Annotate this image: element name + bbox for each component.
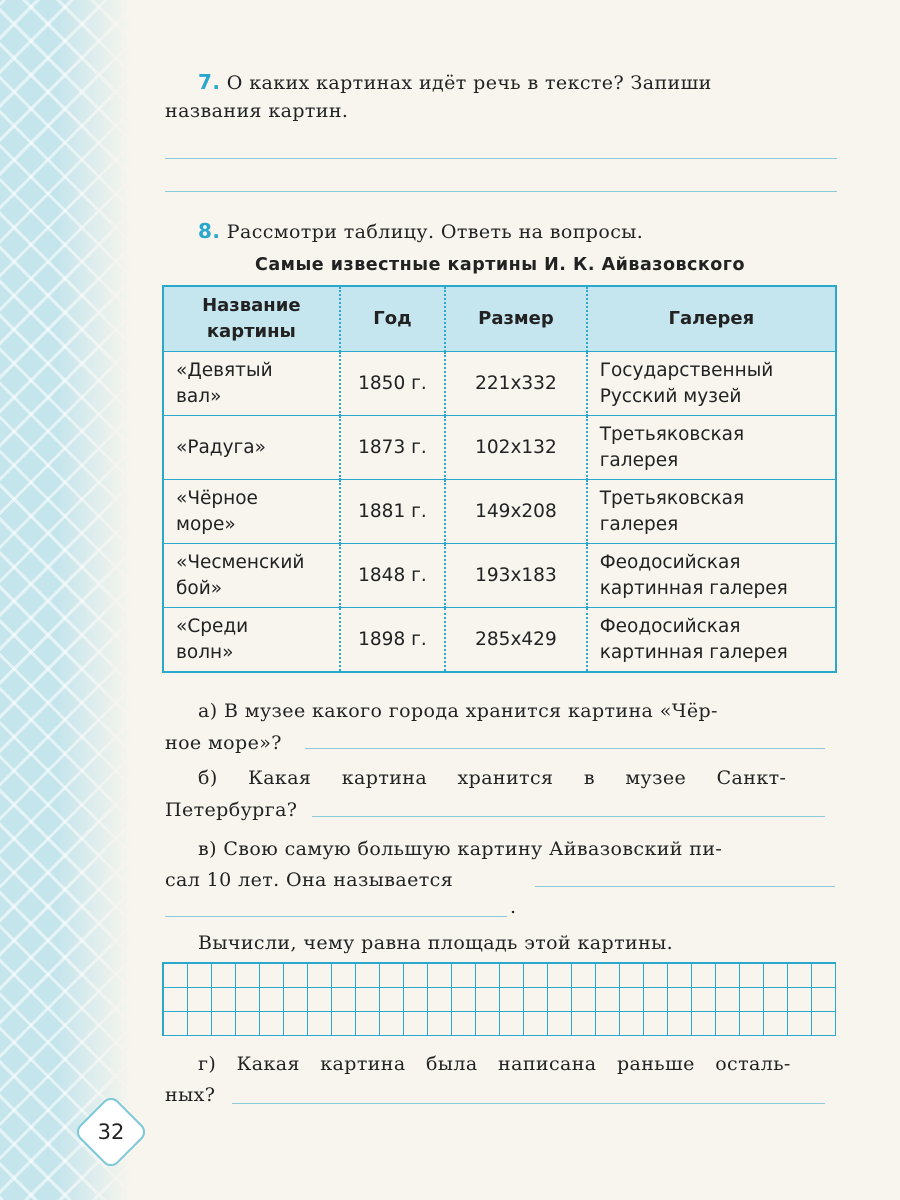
question-b-line2: Петербурга?: [165, 799, 298, 821]
cell-year: 1848 г.: [340, 544, 446, 608]
cell-name-line1: «Чесменский: [176, 551, 305, 573]
question-b-line1: б) Какая картина хранится в музее Санкт-: [198, 767, 787, 789]
task7-line2: названия картин.: [165, 100, 349, 122]
cell-size: 221x332: [445, 352, 587, 416]
cell-gallery: [587, 544, 836, 608]
question-d-line2: ных?: [165, 1084, 216, 1106]
cell-gallery-line1: Третьяковская: [599, 423, 745, 445]
cell-name-line1: «Девятый: [176, 359, 273, 381]
cell-gallery: [587, 608, 836, 673]
cell-gallery: [587, 416, 836, 480]
cell-gallery-line1: Государственный: [599, 359, 774, 381]
cell-name-line1: «Чёрное: [176, 487, 258, 509]
answer-c-line-1[interactable]: [535, 886, 835, 887]
question-c-line1: в) Свою самую большую картину Айвазовский пи-: [198, 838, 723, 860]
cell-size: 285x429: [445, 608, 587, 673]
answer-d-line[interactable]: [232, 1103, 825, 1104]
cell-gallery-line2: картинная галерея: [599, 577, 788, 599]
cell-gallery-line1: Феодосийская: [599, 551, 741, 573]
cell-name: [163, 416, 340, 480]
header-year: Год: [340, 286, 446, 352]
answer-c-period: .: [510, 896, 517, 918]
cell-name: [163, 608, 340, 673]
task7-line1: [198, 70, 712, 94]
cell-name: [163, 480, 340, 544]
cell-size: 102x132: [445, 416, 587, 480]
page-number: 32: [97, 1120, 125, 1144]
header-painting-name: [163, 286, 340, 352]
cell-gallery-line1: Феодосийская: [599, 615, 741, 637]
header-name-line1: Название: [202, 295, 301, 316]
header-name-line2: картины: [206, 321, 296, 342]
question-c-line2: сал 10 лет. Она называется: [165, 869, 454, 891]
cell-gallery-line2: картинная галерея: [599, 641, 788, 663]
table-header-row: [163, 286, 836, 352]
cell-name-line1: «Среди: [176, 615, 249, 637]
header-size: Размер: [445, 286, 587, 352]
cell-year: 1850 г.: [340, 352, 446, 416]
cell-year: 1881 г.: [340, 480, 446, 544]
compute-instruction: Вычисли, чему равна площадь этой картины.: [198, 932, 674, 954]
table-row: [163, 352, 836, 416]
cell-name-line2: море»: [176, 513, 236, 535]
question-d-line1: г) Какая картина была написана раньше осталь-: [198, 1053, 791, 1075]
header-gallery: Галерея: [587, 286, 836, 352]
cell-gallery-line1: Третьяковская: [599, 487, 745, 509]
cell-name-line2: волн»: [176, 641, 234, 663]
cell-name-line2: вал»: [176, 385, 222, 407]
table-row: [163, 480, 836, 544]
task8-instruction: Рассмотри таблицу. Ответь на вопросы.: [226, 221, 644, 243]
cell-size: 149x208: [445, 480, 587, 544]
task8-number: 8.: [198, 219, 221, 243]
question-a-line1: а) В музее какого города хранится картина «Чёр-: [198, 700, 718, 722]
answer-c-line-2[interactable]: [165, 916, 507, 917]
task7-question-text: О каких картинах идёт речь в тексте? Запиши: [226, 72, 712, 94]
paintings-table: [162, 285, 837, 673]
cell-name-line2: бой»: [176, 577, 223, 599]
cell-year: 1873 г.: [340, 416, 446, 480]
task7-number: 7.: [198, 70, 221, 94]
cell-gallery-line2: Русский музей: [599, 385, 742, 407]
cell-name-line1: «Радуга»: [176, 436, 266, 458]
table-row: [163, 608, 836, 673]
table-row: [163, 544, 836, 608]
cell-gallery: [587, 352, 836, 416]
question-a-line2: ное море»?: [165, 732, 282, 754]
cell-year: 1898 г.: [340, 608, 446, 673]
cell-name: [163, 544, 340, 608]
task8-line: [198, 219, 643, 243]
cell-name: [163, 352, 340, 416]
task7-answer-line-1[interactable]: [165, 158, 837, 159]
cell-gallery: [587, 480, 836, 544]
cell-gallery-line2: галерея: [599, 449, 679, 471]
cell-gallery-line2: галерея: [599, 513, 679, 535]
table-row: [163, 416, 836, 480]
calculation-grid[interactable]: [162, 962, 836, 1036]
answer-a-line[interactable]: [305, 748, 825, 749]
table-title: Самые известные картины И. К. Айвазовского: [255, 255, 745, 275]
answer-b-line[interactable]: [312, 816, 825, 817]
decorative-margin-pattern: [0, 0, 130, 1200]
cell-size: 193x183: [445, 544, 587, 608]
task7-answer-line-2[interactable]: [165, 191, 837, 192]
